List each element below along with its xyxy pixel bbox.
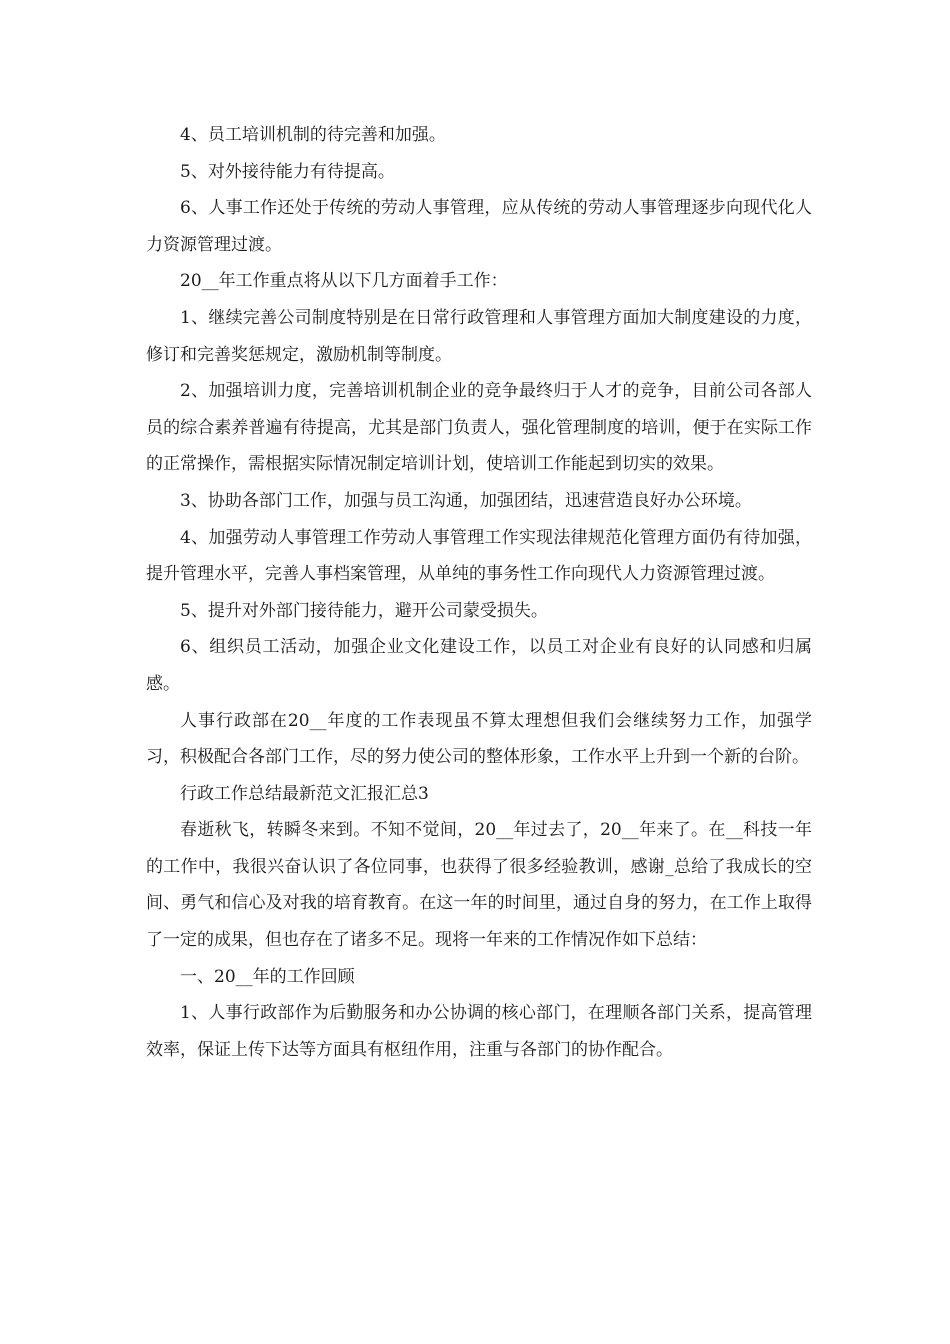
- paragraph: 春逝秋飞，转瞬冬来到。不知不觉间，20__年过去了，20__年来了。在__科技一年的工作中，我很兴奋认识了各位同事，也获得了很多经验教训，感谢_总给了我成长的空间、勇气和信心及对我的培育教育。在这一年的时间里，通过自身的努力，在工作上取得了一定的成果，但也存在了诸多不足。现将一年来的工作情况作如下总结：: [146, 820, 812, 951]
- paragraph: 5、提升对外部门接待能力，避开公司蒙受损失。: [180, 600, 548, 621]
- section-heading: 行政工作总结最新范文汇报汇总3: [180, 783, 429, 804]
- paragraph: 6、人事工作还处于传统的劳动人事管理，应从传统的劳动人事管理逐步向现代化人力资源管理过渡。: [146, 198, 812, 255]
- paragraph: 2、加强培训力度，完善培训机制企业的竞争最终归于人才的竞争，目前公司各部人员的综合素养普遍有待提高，尤其是部门负责人，强化管理制度的培训，便于在实际工作的正常操作，需根据实际情况制定培训计划，使培训工作能起到切实的效果。: [146, 381, 812, 475]
- paragraph: 5、对外接待能力有待提高。: [180, 161, 395, 182]
- subsection-heading: 一、20__年的工作回顾: [180, 966, 355, 987]
- paragraph: 4、员工培训机制的待完善和加强。: [180, 125, 446, 145]
- paragraph: 1、人事行政部作为后勤服务和办公协调的核心部门，在理顺各部门关系，提高管理效率，保证上传下达等方面具有枢纽作用，注重与各部门的协作配合。: [146, 1003, 812, 1060]
- paragraph: 4、加强劳动人事管理工作劳动人事管理工作实现法律规范化管理方面仍有待加强，提升管理水平，完善人事档案管理，从单纯的事务性工作向现代人力资源管理过渡。: [146, 527, 812, 585]
- document-page: [146, 117, 812, 1068]
- paragraph: 3、协助各部门工作，加强与员工沟通，加强团结，迅速营造良好办公环境。: [180, 490, 752, 511]
- paragraph: 人事行政部在20__年度的工作表现虽不算太理想但我们会继续努力工作，加强学习，积极配合各部门工作，尽的努力使公司的整体形象，工作水平上升到一个新的台阶。: [146, 710, 812, 768]
- paragraph: 6、组织员工活动，加强企业文化建设工作，以员工对企业有良好的认同感和归属感。: [146, 637, 812, 694]
- paragraph: 20__年工作重点将从以下几方面着手工作：: [180, 271, 508, 292]
- paragraph: 1、继续完善公司制度特别是在日常行政管理和人事管理方面加大制度建设的力度，修订和完善奖惩规定，激励机制等制度。: [146, 307, 812, 365]
